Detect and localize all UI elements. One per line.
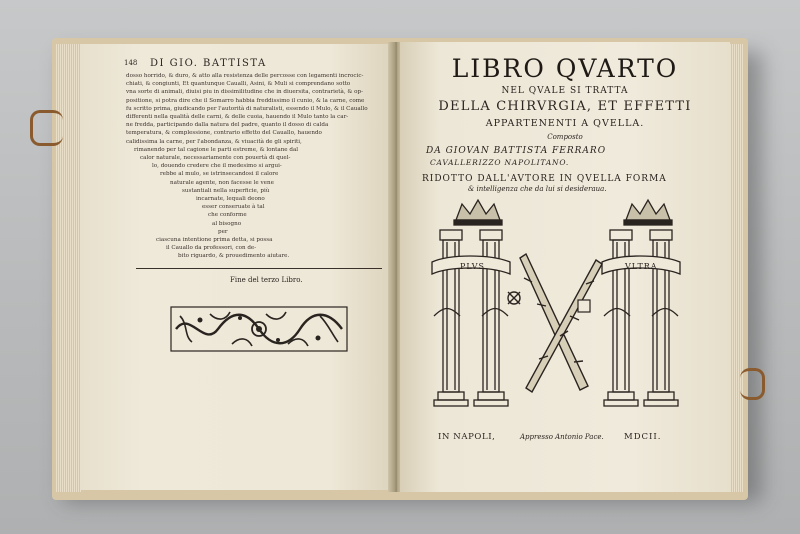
body-line: ciascuna intentione prima detta, si possa — [156, 237, 273, 244]
body-text — [126, 72, 378, 261]
body-line: che conforme — [208, 212, 247, 219]
body-line: vna sorte di animali, diuisi piu in dissimilitudine che in diuersita, contrarietà, & op- — [126, 89, 363, 96]
author-name: DA GIOVAN BATTISTA FERRARO — [426, 146, 607, 156]
end-rule — [136, 268, 382, 269]
imprint-year: MDCII. — [624, 432, 662, 442]
small-shield — [578, 300, 590, 312]
subtitle-line-3: APPARTENENTI A QVELLA. — [485, 118, 645, 129]
crossed-staves — [508, 254, 602, 392]
body-line: calor naturale, necessariamente con pouertà di quel- — [140, 155, 291, 162]
floral-ornament — [170, 306, 348, 352]
body-line: al bisogno — [212, 220, 242, 227]
body-line: temperatura, & complessione, contrario effetto del Cauallo, hauendo — [126, 130, 322, 137]
left-tie — [30, 110, 63, 146]
running-head: DI GIO. BATTISTA — [150, 58, 267, 69]
body-line: esser conseruate à tal — [202, 204, 265, 211]
pillars-emblem — [420, 196, 710, 426]
body-line: incarnate, lequali deono — [196, 196, 265, 203]
body-line: fu scritto prima, giudicando per l'autorità di naturalisti, essendo il Mulo, & il Cauallo — [126, 105, 368, 112]
edition-note-2: & intelligenza che da lui si desideraua. — [468, 185, 607, 193]
body-line: ne fredda, participando dalla natura del padre, quanto il dosso di calda — [126, 122, 329, 129]
book-title: LIBRO QVARTO — [451, 54, 679, 83]
body-line: rebbe al mulo, se istrinsecandosi il calore — [160, 171, 279, 178]
body-line: per — [218, 228, 228, 235]
page-number: 148 — [124, 59, 138, 67]
body-line: bito riguardo, & prouedimento aiutare. — [178, 253, 290, 260]
motto-right: VLTRA — [625, 262, 658, 271]
body-line: positione, si potra dire che il Somarro habbia freddissimo il cunio, & la carne, come — [126, 97, 365, 104]
right-page — [400, 42, 730, 492]
body-line: naturale agente, non facesse le vene — [170, 179, 274, 186]
right-page-stack — [728, 44, 744, 492]
body-line: il Cauallo da professori, con de- — [166, 245, 257, 252]
body-line: differenti nella qualità delle carni, & delle cuoia, hauendo il Mulo tanto la car- — [126, 114, 349, 121]
subtitle-line-2: DELLA CHIRVRGIA, ET EFFETTI — [438, 99, 692, 114]
left-page — [80, 44, 392, 490]
left-page-stack — [56, 44, 82, 492]
body-line: calidissima la carne, per l'abondanza, & viuacità de gli spiriti, — [126, 138, 302, 145]
body-line: chiati, & congiunti, Et quantunque Caualli, Asini, & Muli si comprendano sotto — [126, 81, 351, 88]
imprint-place: IN NAPOLI, — [438, 432, 496, 442]
imprint-printer: Appresso Antonio Pace. — [520, 433, 604, 441]
body-line: sustantiali nella superficie, più — [182, 187, 270, 194]
end-note: Fine del terzo Libro. — [230, 276, 303, 284]
left-column-pair — [432, 200, 510, 406]
right-tie — [740, 368, 765, 400]
motto-left: PLVS — [460, 262, 486, 271]
right-column-pair — [602, 200, 680, 406]
subtitle-line-1: NEL QVALE SI TRATTA — [501, 86, 629, 96]
edition-note: RIDOTTO DALL'AVTORE IN QVELLA FORMA — [422, 174, 667, 184]
body-line: lo, douendo credere che il medesimo si argui- — [152, 163, 282, 170]
author-title: CAVALLERIZZO NAPOLITANO. — [430, 158, 570, 167]
composed-label: Composto — [547, 133, 583, 141]
body-line: rimanendo per tal cagione le parti estreme, & lontane dal — [134, 146, 299, 153]
body-line: dosso horrido, & duro, & atto alla resistenza delle percosse con legamenti incrocic- — [126, 73, 364, 79]
